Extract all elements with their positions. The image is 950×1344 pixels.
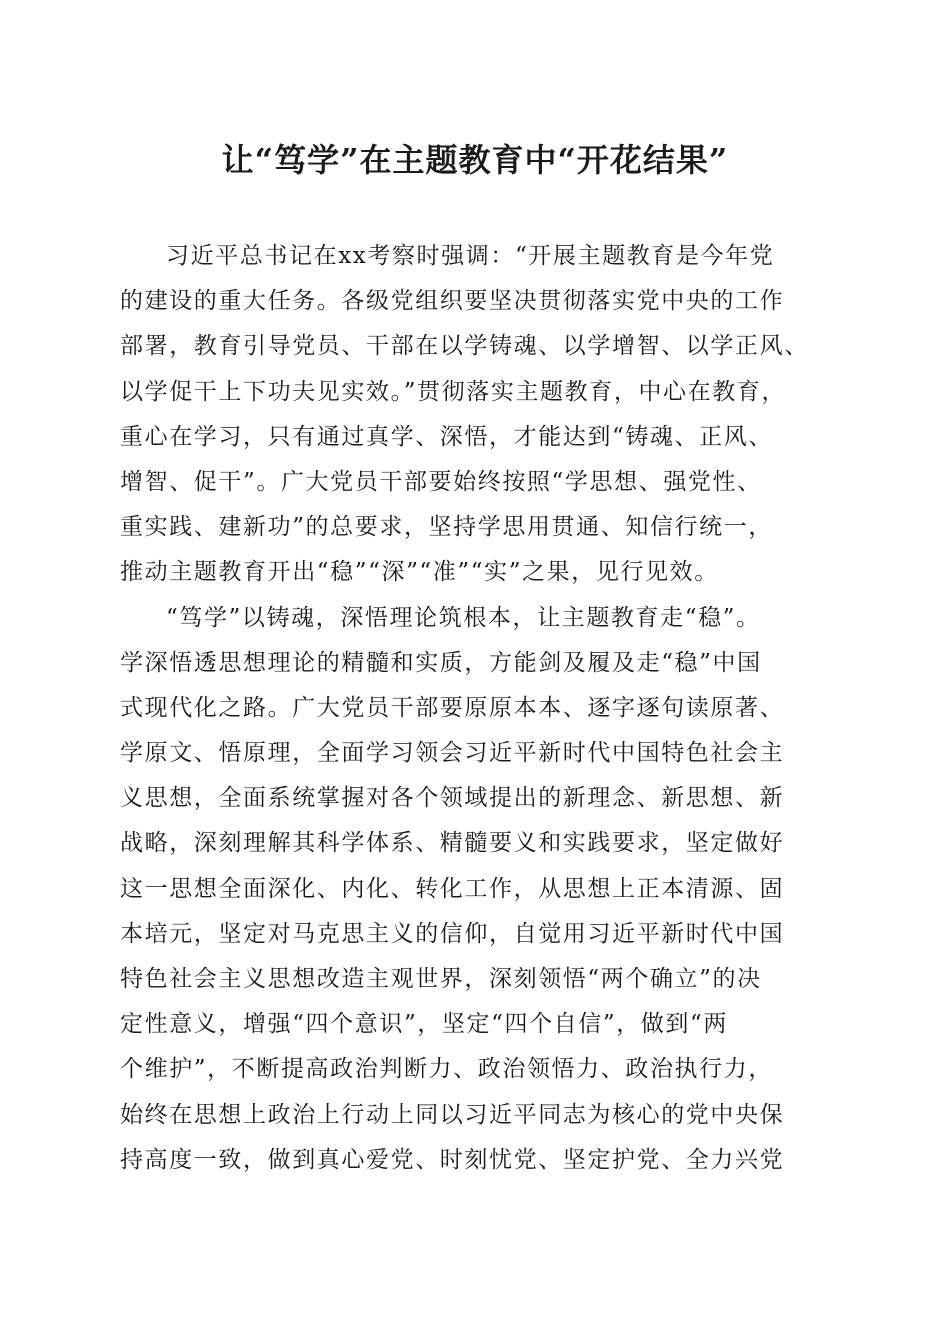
paragraph-1-line-3: 部署，教育引导党员、干部在以学铸魂、以学增智、以学正风、 xyxy=(120,333,809,360)
paragraph-2-line-7: 这一思想全面深化、内化、转化工作，从思想上正本清源、固 xyxy=(120,875,785,902)
paragraph-2-line-6: 战略，深刻理解其科学体系、精髓要义和实践要求，坚定做好 xyxy=(120,830,785,857)
paragraph-2-line-8: 本培元，坚定对马克思主义的信仰，自觉用习近平新时代中国 xyxy=(120,920,785,947)
paragraph-2-line-5: 义思想，全面系统掌握对各个领域提出的新理念、新思想、新 xyxy=(120,785,785,812)
paragraph-2-line-13: 持高度一致，做到真心爱党、时刻忧党、坚定护党、全力兴党 xyxy=(120,1146,785,1173)
paragraph-1-line-5: 重心在学习，只有通过真学、深悟，才能达到“铸魂、正风、 xyxy=(120,423,773,450)
paragraph-2-line-12: 始终在思想上政治上行动上同以习近平同志为核心的党中央保 xyxy=(120,1101,785,1128)
paragraph-1-line-2: 的建设的重大任务。各级党组织要坚决贯彻落实党中央的工作 xyxy=(120,288,785,315)
paragraph-2-line-11: 个维护”，不断提高政治判断力、政治领悟力、政治执行力， xyxy=(120,1056,773,1083)
paragraph-2-line-1: “笃学”以铸魂，深悟理论筑根本，让主题教育走“稳”。 xyxy=(166,604,761,631)
paragraph-1-line-7: 重实践、建新功”的总要求，坚持学思用贯通、知信行统一， xyxy=(120,514,773,541)
document-title: 让“笃学”在主题教育中“开花结果” xyxy=(221,141,729,179)
paragraph-1-line-4: 以学促干上下功夫见实效。”贯彻落实主题教育，中心在教育， xyxy=(120,378,787,405)
paragraph-2-line-3: 式现代化之路。广大党员干部要原原本本、逐字逐句读原著、 xyxy=(120,694,785,721)
paragraph-1-line-1: 习近平总书记在xx考察时强调：“开展主题教育是今年党 xyxy=(166,243,775,269)
paragraph-2-line-2: 学深悟透思想理论的精髓和实质，方能剑及履及走“稳”中国 xyxy=(120,649,762,676)
paragraph-1-line-6: 增智、促干”。广大党员干部要始终按照“学思想、强党性、 xyxy=(120,468,762,495)
paragraph-1-line-8: 推动主题教育开出“稳”“深”“准”“实”之果，见行见效。 xyxy=(120,559,719,586)
paragraph-2-line-4: 学原文、悟原理，全面学习领会习近平新时代中国特色社会主 xyxy=(120,740,785,767)
paragraph-2-line-10: 定性意义，增强“四个意识”，坚定“四个自信”，做到“两 xyxy=(120,1011,728,1038)
document-body xyxy=(120,234,840,1183)
paragraph-2-line-9: 特色社会主义思想改造主观世界，深刻领悟“两个确立”的决 xyxy=(120,966,762,992)
